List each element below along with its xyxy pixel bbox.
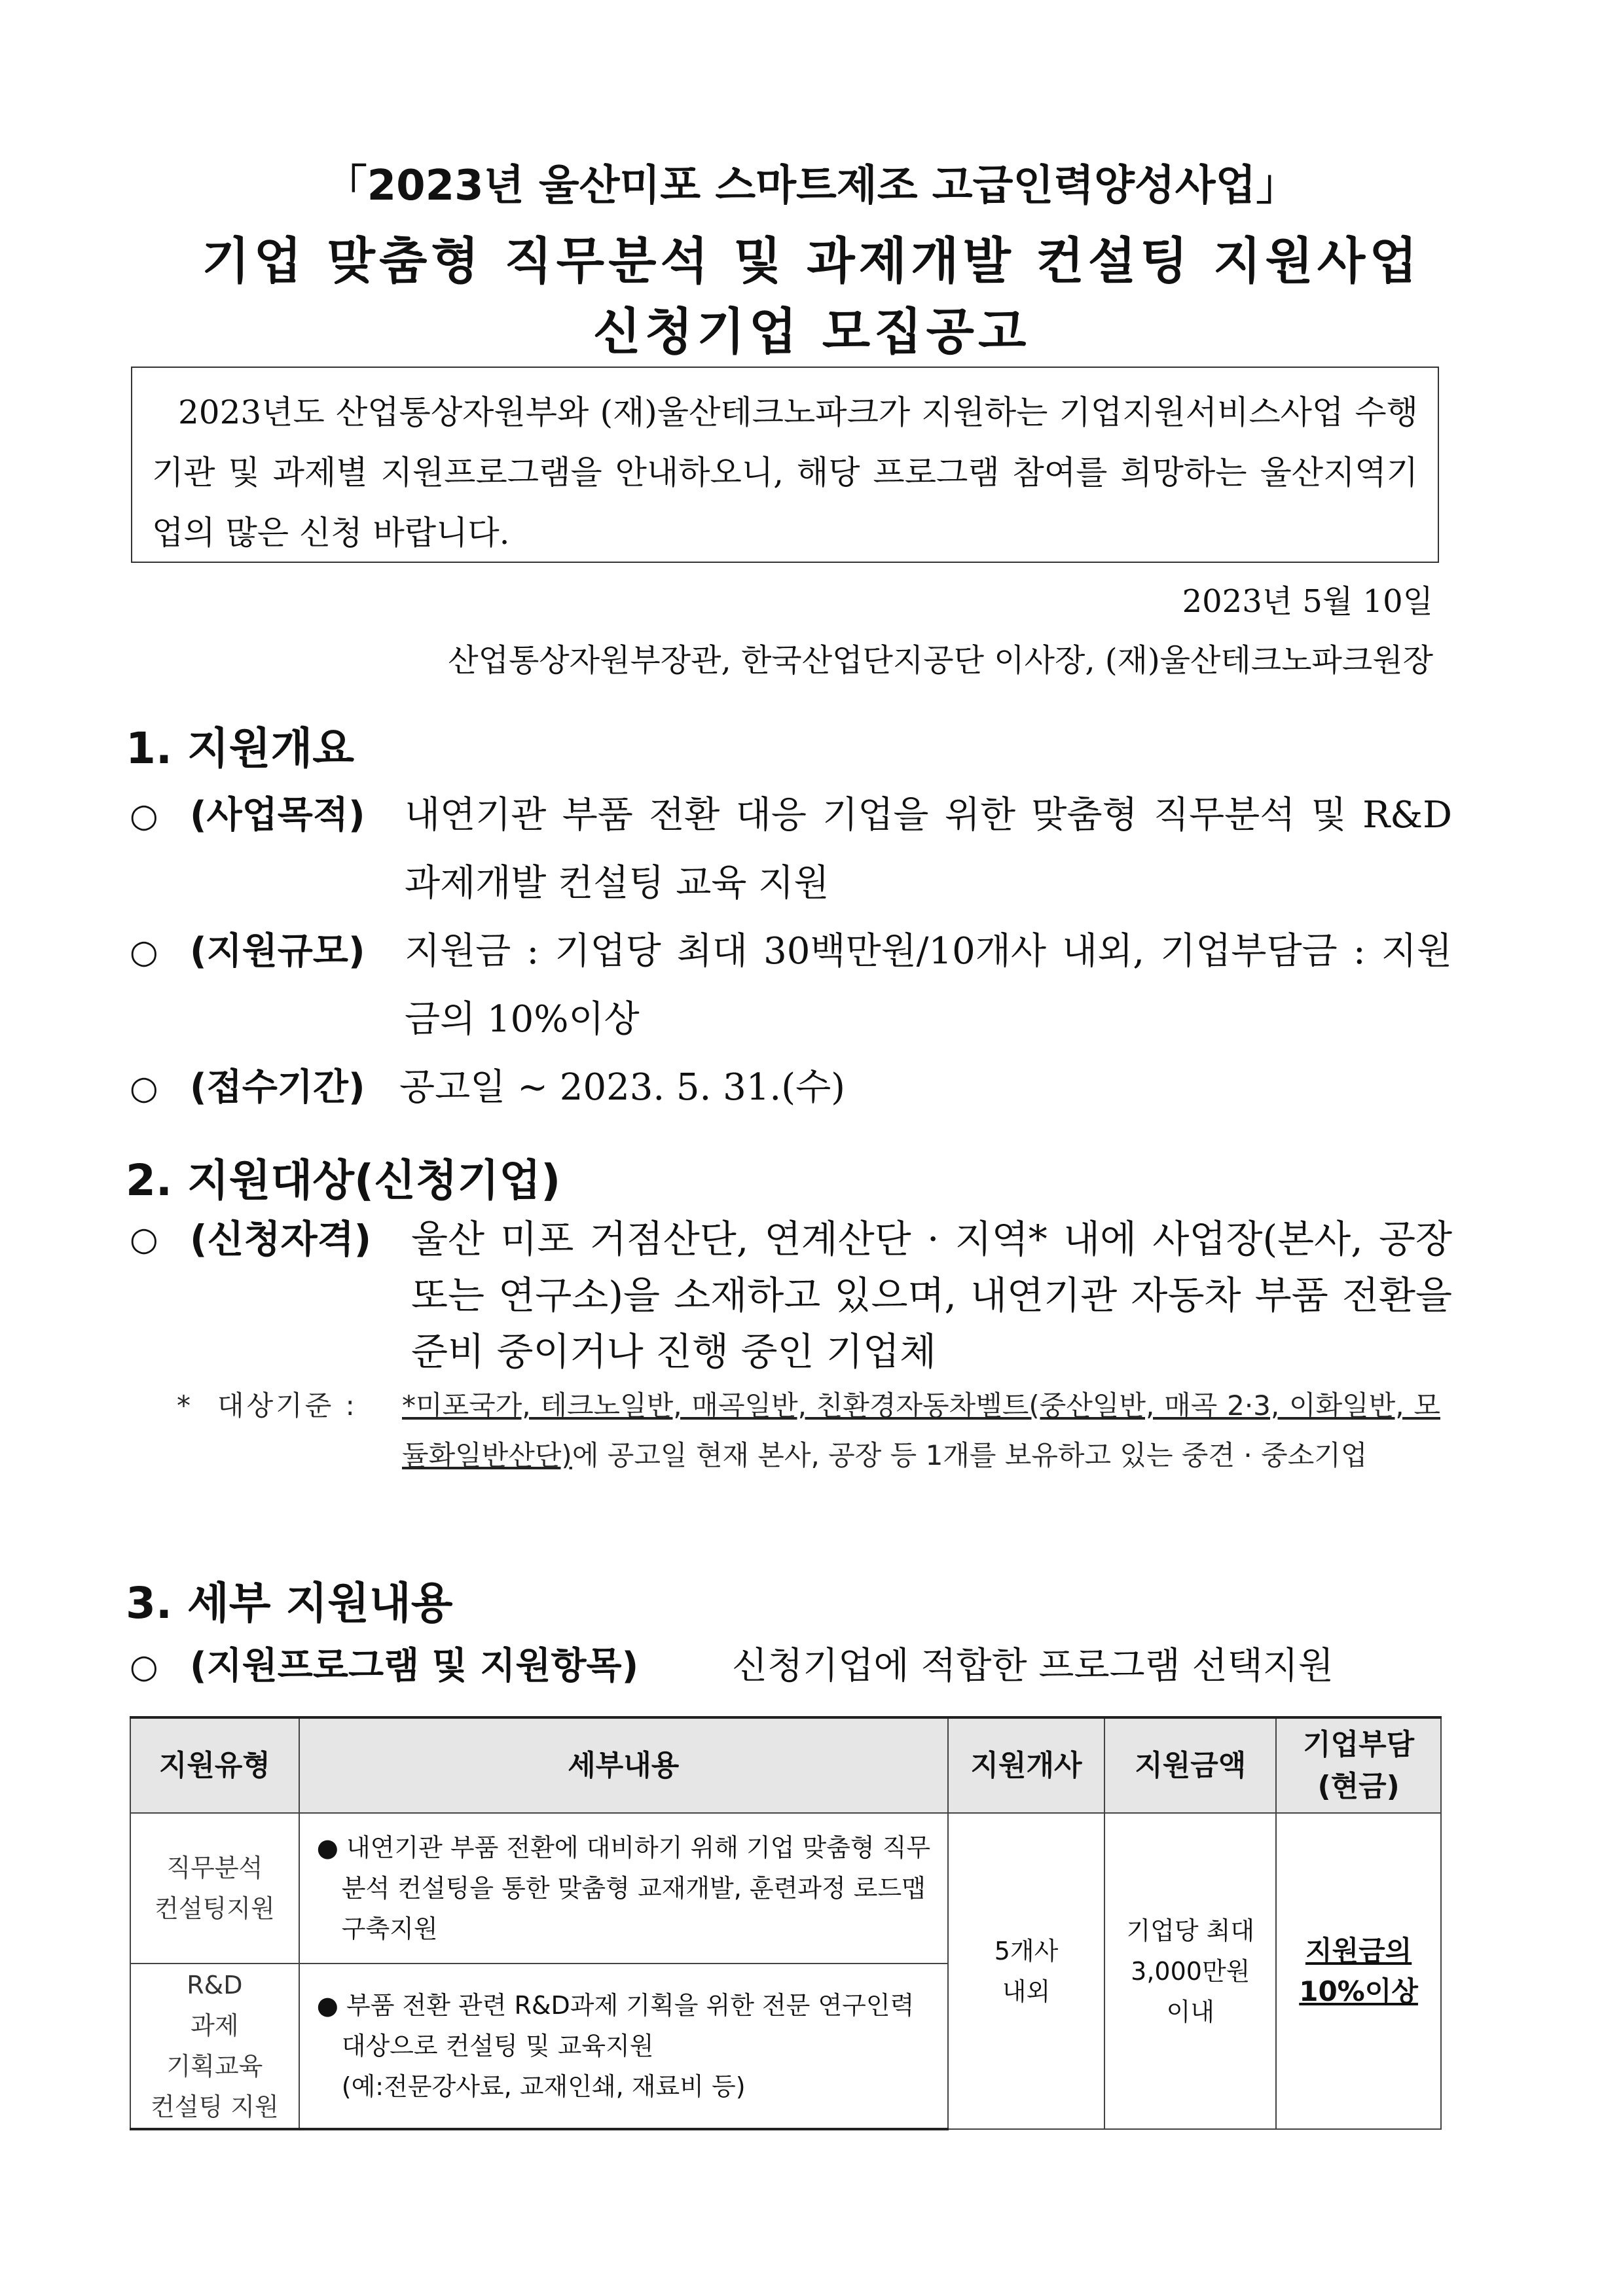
- burden-line: 지원금의: [1305, 1934, 1412, 1967]
- detail-extra: (예:전문강사료, 교재인쇄, 재료비 등): [341, 2072, 746, 2101]
- type-line: 기획교육: [166, 2052, 263, 2081]
- item-label: (지원프로그램 및 지원항목): [190, 1645, 639, 1687]
- type-line: 과제: [191, 2011, 239, 2040]
- item-business-purpose: [130, 781, 1452, 918]
- bullet-icon: ○: [130, 797, 158, 834]
- item-text: 지원금 : 기업당 최대 30백만원/10개사 내외, 기업부담금 : 지원금의 10%이상: [405, 930, 1452, 1041]
- title-main: 기업 맞춤형 직무분석 및 과제개발 컨설팅 지원사업: [202, 232, 1421, 290]
- support-program-table: [130, 1716, 1442, 2130]
- section-3-title: 3. 세부 지원내용: [126, 1578, 453, 1628]
- header-burden-line1: 기업부담: [1303, 1727, 1415, 1761]
- announcement-date: 2023년 5월 10일: [1182, 583, 1433, 620]
- item-application-period: [130, 1054, 1452, 1122]
- note-label: 대상기준 :: [217, 1390, 357, 1422]
- cell-detail-job-analysis: [299, 1813, 948, 1964]
- item-text: 울산 미포 거점산단, 연계산단 · 지역* 내에 사업장(본사, 공장 또는 연구소)을 소재하고 있으며, 내연기관 자동차 부품 전환을 준비 중이거나 진행 중인 기업체: [411, 1217, 1452, 1374]
- bullet-icon: ○: [130, 1220, 158, 1258]
- cell-type-job-analysis: [130, 1813, 299, 1964]
- cell-company-burden: [1276, 1813, 1441, 2129]
- note-rest: 에 공고일 현재 본사, 공장 등 1개를 보유하고 있는 중견 · 중소기업: [572, 1439, 1368, 1471]
- header-burden-line2: (현금): [1317, 1769, 1400, 1803]
- burden-line: 10%이상: [1299, 1975, 1418, 2007]
- item-eligibility: [130, 1211, 1452, 1381]
- intro-box: [131, 367, 1439, 563]
- item-text: 공고일 ~ 2023. 5. 31.(수): [399, 1066, 846, 1109]
- detail-text: ● 내연기관 부품 전환에 대비하기 위해 기업 맞춤형 직무분석 컨설팅을 통한 맞춤형 교재개발, 훈련과정 로드맵 구축지원: [316, 1833, 931, 1943]
- cell-company-count: [948, 1813, 1105, 2129]
- section-2-title: 2. 지원대상(신청기업): [126, 1155, 561, 1206]
- cell-detail-rnd: [299, 1964, 948, 2129]
- type-line: 직무분석: [166, 1854, 263, 1882]
- note-underlined-regions: *미포국가, 테크노일반, 매곡일반, 친환경자동차벨트(중산일반, 매곡 2·3, 이화일반, 모듈화일반산단): [402, 1390, 1440, 1471]
- amount-line: 이내: [1166, 1997, 1214, 2026]
- type-line: R&D: [187, 1971, 243, 2000]
- header-support-amount: 지원금액: [1104, 1717, 1276, 1813]
- section-1-title: 1. 지원개요: [126, 723, 354, 774]
- note-text: [402, 1381, 1440, 1480]
- amount-line: 3,000만원: [1131, 1956, 1250, 1986]
- header-company-count: 지원개사: [948, 1717, 1105, 1813]
- bullet-icon: ○: [130, 933, 158, 971]
- intro-text: 2023년도 산업통상자원부와 (재)울산테크노파크가 지원하는 기업지원서비스사업 수행기관 및 과제별 지원프로그램을 안내하오니, 해당 프로그램 참여를 희망하는 울산지역기업의 많은 신청 바랍니다.: [152, 393, 1418, 552]
- title-sub: 신청기업 모집공고: [593, 302, 1030, 361]
- note-asterisk: *: [177, 1390, 191, 1422]
- amount-line: 기업당 최대: [1126, 1916, 1255, 1945]
- count-line: 내외: [1002, 1977, 1051, 2006]
- table-header-row: [130, 1717, 1441, 1813]
- item-text: 신청기업에 적합한 프로그램 선택지원: [732, 1645, 1334, 1687]
- table-row: [130, 1813, 1441, 1964]
- detail-text: ● 부품 전환 관련 R&D과제 기획을 위한 전문 연구인력 대상으로 컨설팅 및 교육지원: [316, 1991, 915, 2060]
- type-line: 컨설팅 지원: [151, 2092, 279, 2121]
- title-program: 「2023년 울산미포 스마트제조 고급인력양성사업」: [325, 162, 1298, 210]
- type-line: 컨설팅지원: [155, 1894, 275, 1923]
- bullet-icon: ○: [130, 1647, 158, 1685]
- cell-support-amount: [1104, 1813, 1276, 2129]
- header-details: 세부내용: [299, 1717, 948, 1813]
- item-label: (접수기간): [190, 1066, 365, 1109]
- item-text: 내연기관 부품 전환 대응 기업을 위한 맞춤형 직무분석 및 R&D 과제개발 컨설팅 교육 지원: [405, 794, 1452, 905]
- item-label: (지원규모): [190, 930, 365, 973]
- header-support-type: 지원유형: [130, 1717, 299, 1813]
- header-company-burden: [1276, 1717, 1441, 1813]
- item-support-program: [130, 1632, 1452, 1700]
- bullet-icon: ○: [130, 1069, 158, 1107]
- cell-type-rnd: [130, 1964, 299, 2129]
- item-support-scale: [130, 918, 1452, 1054]
- item-label: (신청자격): [190, 1217, 372, 1261]
- signatories: 산업통상자원부장관, 한국산업단지공단 이사장, (재)울산테크노파크원장: [448, 642, 1433, 679]
- count-line: 5개사: [994, 1936, 1059, 1965]
- item-label: (사업목적): [190, 794, 365, 836]
